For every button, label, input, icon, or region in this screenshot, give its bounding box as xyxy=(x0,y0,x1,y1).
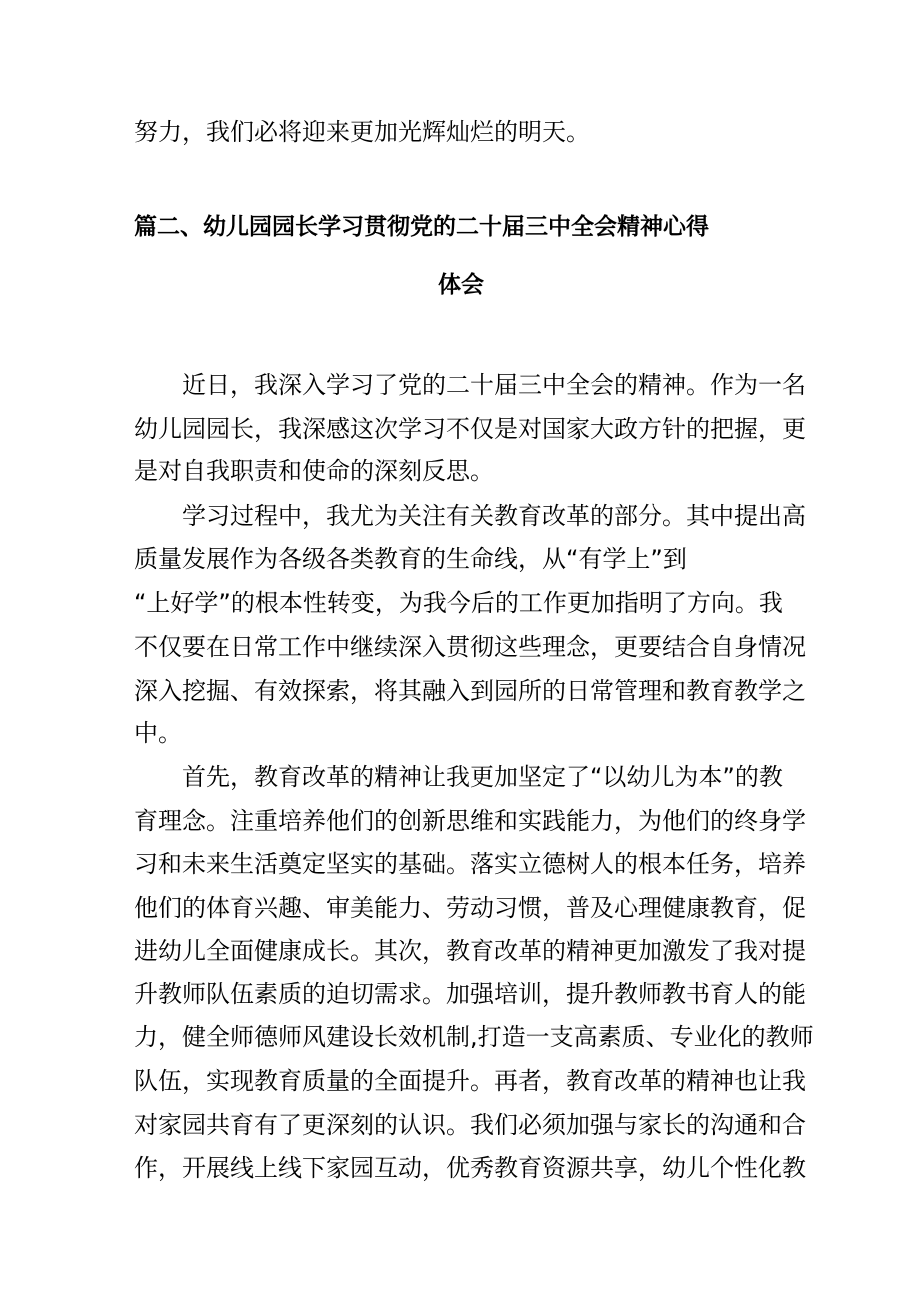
paragraph-line: 他们的体育兴趣、审美能力、劳动习惯，普及心理健康教育，促 xyxy=(134,894,806,922)
paragraph-line: 深入挖掘、有效探索，将其融入到园所的日常管理和教育教学之 xyxy=(134,677,806,705)
paragraph-line: 力，健全师德师风建设长效机制,打造一支高素质、专业化的教师 xyxy=(134,1023,814,1051)
section-heading-continuation: 体会 xyxy=(438,272,484,298)
paragraph-line: 作，开展线上线下家园互动，优秀教育资源共享，幼儿个性化教 xyxy=(134,1154,806,1182)
paragraph-line: 进幼儿全面健康成长。其次，教育改革的精神更加激发了我对提 xyxy=(134,937,806,965)
paragraph-line: 幼儿园园长，我深感这次学习不仅是对国家大政方针的把握，更 xyxy=(134,415,806,443)
paragraph-line: 质量发展作为各级各类教育的生命线，从“有学上”到 xyxy=(134,545,687,573)
paragraph-line: 不仅要在日常工作中继续深入贯彻这些理念，更要结合自身情况 xyxy=(134,633,806,661)
intro-tail-line: 努力，我们必将迎来更加光辉灿烂的明天。 xyxy=(134,118,590,146)
paragraph-line: “上好学”的根本性转变，为我今后的工作更加指明了方向。我 xyxy=(134,589,783,617)
paragraph-line: 首先，教育改革的精神让我更加坚定了“以幼儿为本”的教 xyxy=(134,763,783,791)
paragraph-line: 升教师队伍素质的迫切需求。加强培训，提升教师教书育人的能 xyxy=(134,980,806,1008)
paragraph-line: 育理念。注重培养他们的创新思维和实践能力，为他们的终身学 xyxy=(134,807,806,835)
paragraph-line: 中。 xyxy=(134,719,182,747)
paragraph-line: 习和未来生活奠定坚实的基础。落实立德树人的根本任务，培养 xyxy=(134,850,806,878)
paragraph-line: 是对自我职责和使命的深刻反思。 xyxy=(134,457,494,485)
paragraph-line: 学习过程中，我尤为关注有关教育改革的部分。其中提出高 xyxy=(134,502,806,530)
paragraph-line: 队伍，实现教育质量的全面提升。再者，教育改革的精神也让我 xyxy=(134,1067,806,1095)
paragraph-line: 近日，我深入学习了党的二十届三中全会的精神。作为一名 xyxy=(134,371,806,399)
paragraph-line: 对家园共育有了更深刻的认识。我们必须加强与家长的沟通和合 xyxy=(134,1111,806,1139)
section-heading: 篇二、幼儿园园长学习贯彻党的二十届三中全会精神心得 xyxy=(134,214,709,240)
